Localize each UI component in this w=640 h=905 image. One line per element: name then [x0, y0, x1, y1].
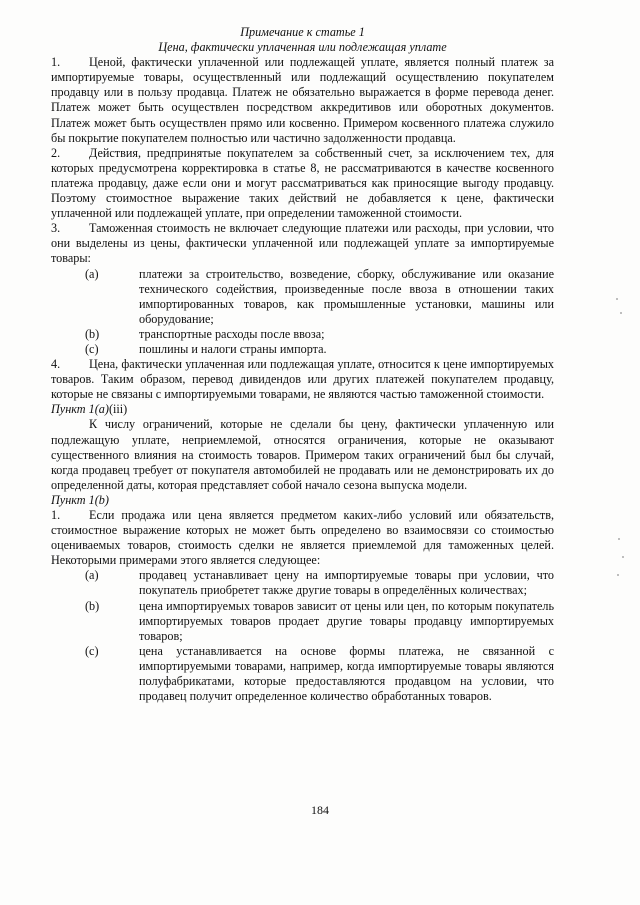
section-heading-1a	[51, 402, 554, 417]
list-item-label: (c)	[85, 341, 99, 356]
scan-specks	[614, 298, 628, 598]
note-subtitle: Цена, фактически уплаченная или подлежащая уплате	[158, 40, 447, 55]
list-item-label: (b)	[85, 598, 100, 613]
paragraph-text: Таможенная стоимость не включает следующие платежи или расходы, при условии, что они выделены из цены, фактически уплаченной или подлежащей уплате за импортируемые товары:	[51, 221, 554, 266]
list-item	[51, 644, 554, 704]
paragraph-4	[51, 357, 554, 402]
list-item	[51, 327, 554, 342]
paragraph-3	[51, 221, 554, 266]
list-item-label: (a)	[85, 568, 99, 583]
section-1b-paragraph	[51, 508, 554, 568]
section-1a-text: К числу ограничений, которые не сделали бы цену, фактически уплаченную или подлежащую уплате, неприемлемой, относятся ограничения, которые не оказывают существенного влияния на стоимость товаров. Примером таких ограничений был бы случай, когда продавец требует от покупателя автомобилей не продавать или не демонстрировать их до определенной даты, которая представляет собой начало сезона выпуска модели.	[51, 417, 554, 492]
list-item-text: платежи за строительство, возведение, сборку, обслуживание или оказание технического содействия, произведенные после ввоза в отношении таких импортированных товаров, как промышленные установки, машины или оборудование;	[139, 266, 554, 326]
list-item-label: (c)	[85, 643, 99, 658]
paragraph-2	[51, 146, 554, 221]
list-item-text: продавец устанавливает цену на импортируемые товары при условии, что покупатель приобретет также другие товары в определённых количествах;	[139, 568, 554, 598]
paragraph-number: 2.	[51, 145, 61, 160]
paragraph-number: 3.	[51, 221, 61, 236]
paragraph-text: Ценой, фактически уплаченной или подлежащей уплате, является полный платеж за импортируемые товары, осуществленный или подлежащий осуществлению покупателем продавцу или в пользу продавца. Платеж не обязательно выражается в форме перевода денег. Платеж может быть осуществлен посредством аккредитивов или оборотных документов. Платеж может быть осуществлен прямо или косвенно. Примером косвенного платежа служило бы покрытие покупателем полностью или частично задолженности продавца.	[51, 55, 554, 145]
paragraph-number: 1.	[51, 508, 61, 522]
section-heading-1b: Пункт 1(b)	[51, 492, 109, 507]
page-number: 184	[311, 803, 329, 817]
list-item-label: (b)	[85, 326, 100, 341]
paragraph-text: Цена, фактически уплаченная или подлежащая уплате, относится к цене импортируемых товаров. Таким образом, перевод дивидендов или других платежей покупателем продавцу, которые не связаны с импортируемыми товарами, не являются частью таможенной стоимости.	[51, 357, 554, 402]
note-title: Примечание к статье 1	[240, 25, 365, 39]
paragraph-1	[51, 55, 554, 146]
paragraph-number: 1.	[51, 55, 61, 70]
list-item-text: транспортные расходы после ввоза;	[139, 326, 325, 341]
paragraph-text: Действия, предпринятые покупателем за собственный счет, за исключением тех, для которых предусмотрена корректировка в статье 8, не рассматриваются в качестве косвенного платежа продавцу, даже если они и могут рассматриваться как приносящие выгоду продавцу. Поэтому стоимостное выражение таких действий не добавляется к цене, фактически уплаченной или подлежащей уплате, при определении таможенной стоимости.	[51, 145, 554, 221]
list-item-label: (a)	[85, 266, 99, 281]
page-content	[51, 25, 554, 704]
list-item-text: цена устанавливается на основе формы платежа, не связанной с импортируемыми товарами, например, когда импортируемые товары являются полуфабрикатами, которые предоставляются продавцом на условии, что продавец получит определенное количество обработанных товаров.	[139, 643, 554, 704]
list-item-text: пошлины и налоги страны импорта.	[139, 341, 327, 356]
list-item	[51, 267, 554, 327]
list-item	[51, 599, 554, 644]
paragraph-text: Если продажа или цена является предметом каких-либо условий или обязательств, стоимостное выражение которых не может быть определено во взаимосвязи со стоимостью оцениваемых товаров, стоимость сделки не является приемлемой для таможенных целей. Некоторыми примерами этого является следующее:	[51, 508, 554, 568]
list-item-text: цена импортируемых товаров зависит от цены или цен, по которым покупатель импортируемых товаров продает другие товары продавцу импортируемых товаров;	[139, 598, 554, 643]
paragraph-number: 4.	[51, 357, 61, 372]
list-item	[51, 568, 554, 598]
section-heading-suffix: (iii)	[108, 402, 128, 417]
list-item	[51, 342, 554, 357]
section-heading-prefix: Пункт 1(a)	[51, 402, 109, 417]
